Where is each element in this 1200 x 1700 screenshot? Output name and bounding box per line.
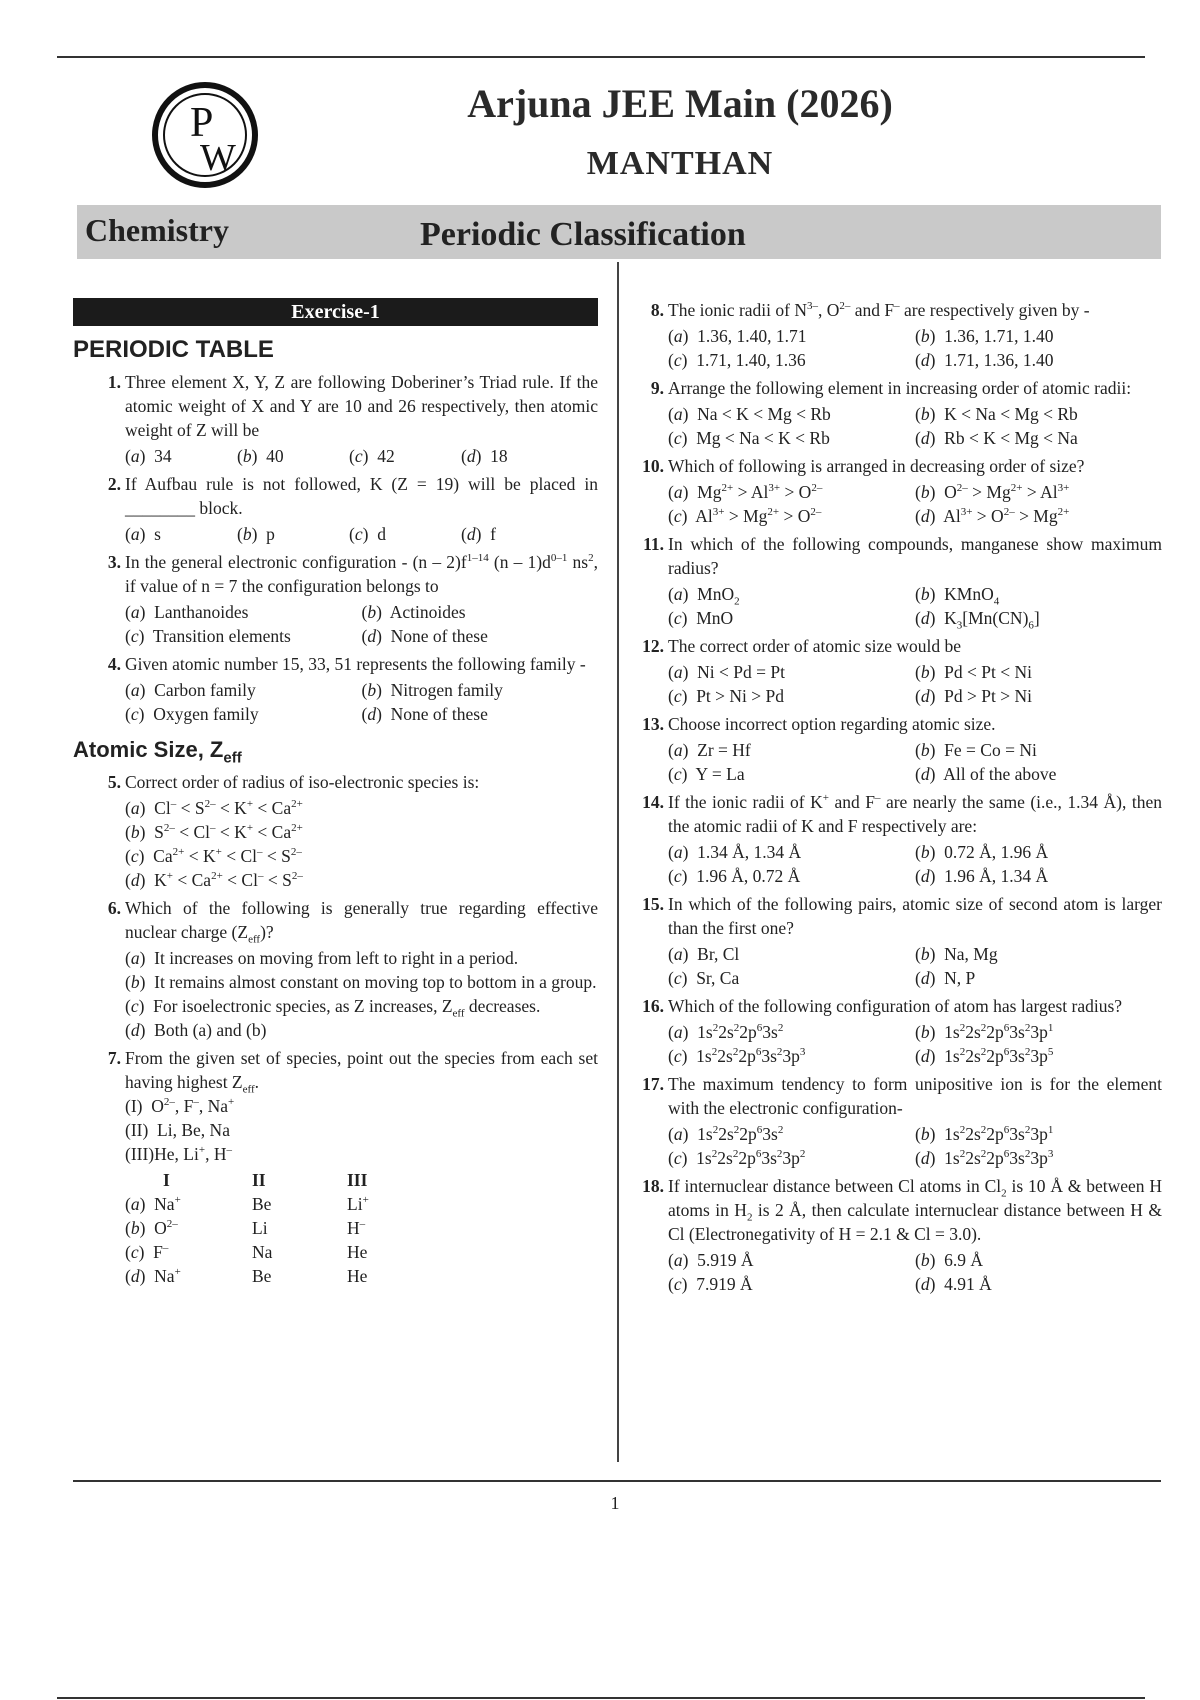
question-number: 10. <box>642 456 664 476</box>
options <box>668 738 1162 786</box>
question-12 <box>634 634 1162 708</box>
option-b[interactable]: (b) Pd < Pt < Ni <box>915 662 1032 682</box>
option-c[interactable]: (c) Transition elements <box>125 626 291 646</box>
option-b[interactable]: (b) $1s^22s^22p^63s^23p^1$ <box>915 1124 1054 1144</box>
option-c[interactable]: (c) d <box>349 524 386 544</box>
question-text: If Aufbau rule is not followed, K (Z = 19) will be placed in ________ block. <box>125 474 598 518</box>
option-a[interactable]: (a) 34 <box>125 446 172 466</box>
options <box>125 444 598 468</box>
option-b[interactable]: (b) $O^{2-} > Mg^{2+} > Al^{3+}$ <box>915 482 1070 502</box>
options <box>668 840 1162 888</box>
option-b[interactable]: (b) 6.9 Å <box>915 1250 984 1270</box>
question-number: 6. <box>107 898 121 918</box>
right-column <box>634 298 1162 1296</box>
question-number: 12. <box>642 636 664 656</box>
question-8 <box>634 298 1162 372</box>
option-c[interactable]: (c) For isoelectronic species, as Z increases, $Z_{eff}$ decreases. <box>125 996 541 1020</box>
question-number: 1. <box>107 372 121 392</box>
option-a[interactable]: (a) Na < K < Mg < Rb <box>668 404 831 424</box>
option-a[interactable]: (a) MnO$_2$ <box>668 584 740 608</box>
question-number: 2. <box>107 474 121 494</box>
option-a[interactable]: (a) 1.36, 1.40, 1.71 <box>668 326 807 346</box>
option-d[interactable]: (d) None of these <box>361 626 488 646</box>
table-cell: Li <box>252 1218 268 1238</box>
option-c[interactable]: (c) 1.96 Å, 0.72 Å <box>668 866 801 886</box>
table-cell: Na <box>252 1242 273 1262</box>
option-b[interactable]: (b) Nitrogen family <box>361 680 503 700</box>
options <box>125 796 598 892</box>
question-text: If internuclear distance between Cl atoms in $Cl_2$ is 10 Å & between H atoms in $H_2$ is 2 Å, then calculate internuclear distance between H & Cl (Electronegativity of H = 2.1 & Cl = 3.0). <box>668 1176 1162 1244</box>
question-3 <box>73 550 598 648</box>
question-13 <box>634 712 1162 786</box>
option-d[interactable]: (d) $K_3[Mn(CN)_6]$ <box>915 608 1040 632</box>
question-18 <box>634 1174 1162 1296</box>
option-b[interactable]: (b) $S^{2-} < Cl^- < K^+ < Ca^{2+}$ <box>125 822 303 842</box>
option-d[interactable]: (d) None of these <box>361 704 488 724</box>
question-number: 11. <box>643 534 664 554</box>
option-c[interactable]: (c) MnO <box>668 608 734 628</box>
options <box>668 942 1162 990</box>
option-d[interactable]: (d) 1.71, 1.36, 1.40 <box>915 350 1054 370</box>
table-header: I <box>163 1170 170 1190</box>
option-a[interactable]: (a) Zr = Hf <box>668 740 751 760</box>
exercise-label: Exercise-1 <box>73 298 598 326</box>
question-text: Which of the following is generally true regarding effective nuclear charge $(Z_{eff})$? <box>125 898 598 946</box>
option-a[interactable]: (a) 1.34 Å, 1.34 Å <box>668 842 802 862</box>
option-c[interactable]: (c) 7.919 Å <box>668 1274 753 1294</box>
options <box>668 402 1162 450</box>
question-text: Which of the following configuration of atom has largest radius? <box>668 996 1123 1016</box>
option-a[interactable]: (a) $1s^22s^22p^63s^2$ <box>668 1022 784 1042</box>
option-a[interactable]: (a) Carbon family <box>125 680 256 700</box>
option-d[interactable]: (d) 4.91 Å <box>915 1274 992 1294</box>
option-b[interactable]: (b) K < Na < Mg < Rb <box>915 404 1078 424</box>
option-d[interactable]: (d) Pd > Pt > Ni <box>915 686 1032 706</box>
option-c[interactable]: (c) 42 <box>349 446 395 466</box>
option-c[interactable]: (c) $Al^{3+} > Mg^{2+} > O^{2-}$ <box>668 506 822 526</box>
option-d[interactable]: (d) Rb < K < Mg < Na <box>915 428 1078 448</box>
option-b[interactable]: (b) KMnO$_4$ <box>915 584 1000 608</box>
question-text: Three element X, Y, Z are following Doberiner’s Triad rule. If the atomic weight of X and Y are 10 and 26 respectively, then atomic weight of Z will be <box>125 372 598 440</box>
table-cell: H– <box>347 1218 366 1238</box>
question-number: 18. <box>642 1176 664 1196</box>
footer-rule <box>57 1697 1145 1699</box>
table-cell: Be <box>252 1194 272 1214</box>
subject-label: Chemistry <box>85 212 229 248</box>
options <box>668 1122 1162 1170</box>
option-b[interactable]: (b) 1.36, 1.71, 1.40 <box>915 326 1054 346</box>
question-15 <box>634 892 1162 990</box>
options <box>668 582 1162 630</box>
pw-logo-icon <box>150 80 260 190</box>
option-a[interactable]: (a) It increases on moving from left to right in a period. <box>125 948 519 968</box>
option-c[interactable]: (c) F– <box>125 1242 169 1262</box>
table-header: III <box>347 1170 368 1190</box>
option-b[interactable]: (b) $O^{2-}$ <box>125 1218 178 1238</box>
options <box>668 1248 1162 1296</box>
question-number: 15. <box>642 894 664 914</box>
main-title: Arjuna JEE Main (2026) <box>467 81 893 126</box>
question-number: 7. <box>107 1048 121 1068</box>
question-17 <box>634 1072 1162 1170</box>
top-rule <box>57 56 1145 58</box>
section-heading-atomic-size: Atomic Size, $Z_{eff}$ <box>73 737 242 767</box>
table-cell: Li+ <box>347 1194 369 1214</box>
option-b[interactable]: (b) Fe = Co = Ni <box>915 740 1037 760</box>
question-text: Choose incorrect option regarding atomic size. <box>668 714 996 734</box>
option-c[interactable]: (c) Mg < Na < K < Rb <box>668 428 830 448</box>
option-d[interactable]: (d) f <box>461 524 496 544</box>
question-text: The maximum tendency to form unipositive ion is for the element with the electronic configuration- <box>668 1074 1162 1118</box>
question-1 <box>73 370 598 468</box>
question-9 <box>634 376 1162 450</box>
option-b[interactable]: (b) It remains almost constant on moving top to bottom in a group. <box>125 972 597 992</box>
option-d[interactable]: (d) Na+ <box>125 1266 181 1286</box>
option-b[interactable]: (b) Actinoides <box>361 602 466 622</box>
options <box>668 660 1162 708</box>
option-b[interactable]: (b) p <box>237 524 275 544</box>
option-c[interactable]: (c) Oxygen family <box>125 704 259 724</box>
table-cell: Be <box>252 1266 272 1286</box>
options <box>125 600 598 648</box>
option-b[interactable]: (b) 0.72 Å, 1.96 Å <box>915 842 1049 862</box>
question-number: 8. <box>650 300 664 320</box>
option-a[interactable]: (a) $Mg^{2+} > Al^{3+} > O^{2-}$ <box>668 482 823 502</box>
option-d[interactable]: (d) All of the above <box>915 764 1057 784</box>
question-number: 3. <box>107 552 121 572</box>
question-text: Which of following is arranged in decreasing order of size? <box>668 456 1085 476</box>
species-set-1: (I) $O^{2-}$, F–, Na+ <box>125 1096 235 1116</box>
question-text: From the given set of species, point out the species from each set having highest $Z_{eff}$. <box>125 1048 598 1096</box>
sub-title: MANTHAN <box>586 145 774 182</box>
option-c[interactable]: (c) $1s^22s^22p^63s^23p^3$ <box>668 1046 806 1066</box>
question-number: 14. <box>642 792 664 812</box>
table-cell: He <box>347 1242 368 1262</box>
option-c[interactable]: (c) Pt > Ni > Pd <box>668 686 785 706</box>
question-number: 16. <box>642 996 664 1016</box>
options <box>125 678 598 726</box>
question-5 <box>73 770 598 892</box>
species-set-2: (II) Li, Be, Na <box>125 1120 230 1140</box>
option-d[interactable]: (d) Both (a) and (b) <box>125 1020 267 1040</box>
question-text: Arrange the following element in increasing order of atomic radii: <box>668 378 1132 398</box>
column-divider <box>617 262 619 1462</box>
option-b[interactable]: (b) Na, Mg <box>915 944 998 964</box>
question-text: Correct order of radius of iso-electronic species is: <box>125 772 480 792</box>
options <box>668 324 1162 372</box>
question-14 <box>634 790 1162 888</box>
question-number: 13. <box>642 714 664 734</box>
question-6 <box>73 896 598 1042</box>
question-16 <box>634 994 1162 1068</box>
question-2 <box>73 472 598 546</box>
option-d[interactable]: (d) $Al^{3+} > O^{2-} > Mg^{2+}$ <box>915 506 1070 526</box>
table-header: II <box>252 1170 266 1190</box>
option-b[interactable]: (b) $1s^22s^22p^63s^23p^1$ <box>915 1022 1054 1042</box>
option-c[interactable]: (c) 1.71, 1.40, 1.36 <box>668 350 806 370</box>
page-number: 1 <box>610 1493 620 1513</box>
option-c[interactable]: (c) $1s^22s^22p^63s^23p^2$ <box>668 1148 806 1168</box>
option-b[interactable]: (b) 40 <box>237 446 284 466</box>
svg-text:W: W <box>200 137 236 179</box>
question-text: In which of the following pairs, atomic size of second atom is larger than the first one? <box>668 894 1162 938</box>
question-10 <box>634 454 1162 528</box>
left-column <box>73 298 598 1288</box>
option-d[interactable]: (d) 1.96 Å, 1.34 Å <box>915 866 1049 886</box>
option-d[interactable]: (d) $K^+ < Ca^{2+} < Cl^- < S^{2-}$ <box>125 870 303 890</box>
option-a[interactable]: (a) $1s^22s^22p^63s^2$ <box>668 1124 784 1144</box>
option-a[interactable]: (a) Lanthanoides <box>125 602 249 622</box>
option-d[interactable]: (d) $1s^22s^22p^63s^23p^3$ <box>915 1148 1054 1168</box>
question-text: If the ionic radii of K+ and F– are nearly the same (i.e., 1.34 Å), then the atomic radii of K and F respectively are: <box>668 792 1162 836</box>
options <box>125 522 598 546</box>
option-a[interactable]: (a) Na+ <box>125 1194 181 1214</box>
option-a[interactable]: (a) Br, Cl <box>668 944 740 964</box>
option-c[interactable]: (c) $Ca^{2+} < K^+ < Cl^- < S^{2-}$ <box>125 846 302 866</box>
question-number: 4. <box>107 654 121 674</box>
table-cell: He <box>347 1266 368 1286</box>
bottom-rule <box>73 1480 1161 1482</box>
option-d[interactable]: (d) N, P <box>915 968 976 988</box>
section-heading-periodic-table: PERIODIC TABLE <box>73 336 274 363</box>
question-7 <box>73 1046 598 1288</box>
question-text: In the general electronic configuration - $(n - 2)f^{1-14}$ $(n - 1)d^{0-1}$ $ns^2$, if value of n = 7 the configuration belongs to <box>125 552 598 596</box>
options <box>125 946 598 1042</box>
option-a[interactable]: (a) Ni < Pd = Pt <box>668 662 785 682</box>
option-d[interactable]: (d) 18 <box>461 446 508 466</box>
option-a[interactable]: (a) 5.919 Å <box>668 1250 754 1270</box>
options <box>668 480 1162 528</box>
question-11 <box>634 532 1162 630</box>
question-text: In which of the following compounds, manganese show maximum radius? <box>668 534 1162 578</box>
option-c[interactable]: (c) Sr, Ca <box>668 968 740 988</box>
option-c[interactable]: (c) Y = La <box>668 764 745 784</box>
options <box>668 1020 1162 1068</box>
species-set-3: (III)He, Li+, H– <box>125 1144 232 1164</box>
question-text: The ionic radii of $N^{3-}$, $O^{2-}$ and F– are respectively given by - <box>668 300 1090 320</box>
question-number: 9. <box>650 378 664 398</box>
answer-table <box>125 1168 598 1288</box>
question-4 <box>73 652 598 726</box>
question-text: The correct order of atomic size would be <box>668 636 961 656</box>
topic-label: Periodic Classification <box>420 216 746 253</box>
question-number: 5. <box>107 772 121 792</box>
option-a[interactable]: (a) s <box>125 524 161 544</box>
question-number: 17. <box>642 1074 664 1094</box>
svg-text:P: P <box>190 100 214 146</box>
option-d[interactable]: (d) $1s^22s^22p^63s^23p^5$ <box>915 1046 1054 1066</box>
option-a[interactable]: (a) $Cl^- < S^{2-} < K^+ < Ca^{2+}$ <box>125 798 303 818</box>
question-text: Given atomic number 15, 33, 51 represents the following family - <box>125 654 586 674</box>
